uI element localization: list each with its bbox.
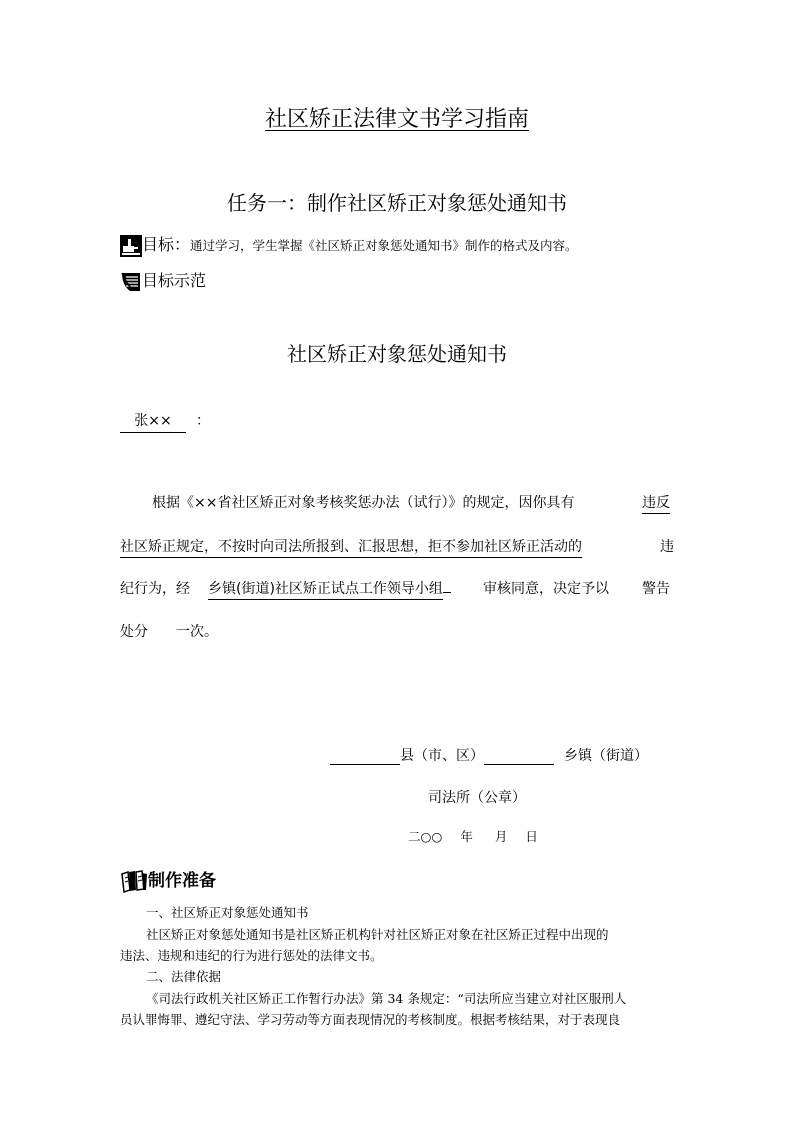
prep-section-2-para-line-2: 员认罪悔罪、遵纪守法、学习劳动等方面表现情况的考核制度。根据考核结果，对于表现良 xyxy=(120,1012,621,1027)
count-text: 一次。 xyxy=(176,624,218,640)
page-curl-icon xyxy=(120,271,142,293)
prep-heading: 制作准备 xyxy=(148,871,216,891)
penalty-count xyxy=(176,621,218,641)
signature-date xyxy=(408,827,538,845)
notice-text: 违 xyxy=(660,539,674,555)
recipient-colon: ： xyxy=(196,413,210,429)
notice-title: 社区矫正对象惩处通知书 xyxy=(287,342,507,366)
pointing-hand-icon xyxy=(120,235,142,257)
date-month: 月 xyxy=(494,829,508,844)
prep-section-1-para-line-1: 社区矫正对象惩处通知书是社区矫正机构针对社区矫正对象在社区矫正过程中出现的 xyxy=(146,927,609,942)
prep-heading-line xyxy=(120,866,216,894)
town-blank xyxy=(484,748,554,765)
notice-body-line-1 xyxy=(152,492,574,512)
date-year: 年 xyxy=(460,829,473,844)
county-blank xyxy=(330,748,400,765)
notice-body-line-3-mid xyxy=(483,578,609,598)
notice-body-line-2 xyxy=(120,536,582,556)
notice-body-line-3 xyxy=(120,578,190,598)
date-day: 日 xyxy=(525,829,538,844)
date-year-prefix: 二○○ xyxy=(408,829,443,844)
violation-part-1 xyxy=(642,492,670,512)
signature-county-line xyxy=(330,745,648,765)
prep-section-2-para-line-1: 《司法行政机关社区矫正工作暂行办法》第 34 条规定：“司法所应当建立对社区服刑人 xyxy=(146,991,627,1006)
books-icon xyxy=(120,868,148,894)
demo-label: 目标示范 xyxy=(142,271,207,290)
demo-line xyxy=(120,268,206,293)
main-title-text: 社区矫正法律文书学习指南 xyxy=(264,107,529,132)
approver xyxy=(208,578,451,598)
penalty-part-2 xyxy=(120,621,148,641)
notice-body-line-2-end xyxy=(660,536,674,556)
penalty-text: 处分 xyxy=(120,624,148,640)
violation-text: 违反 xyxy=(642,495,670,514)
notice-text: 纪行为，经 xyxy=(120,581,190,597)
notice-text: 审核同意，决定予以 xyxy=(483,581,609,597)
penalty-text: 警告 xyxy=(642,581,670,597)
main-title xyxy=(0,102,794,133)
signature-office: 司法所（公章） xyxy=(428,790,526,806)
prep-section-2-title: 二、法律依据 xyxy=(146,969,222,984)
prep-section-1-title: 一、社区矫正对象惩处通知书 xyxy=(146,905,309,920)
goal-text: 通过学习，学生掌握《社区矫正对象惩处通知书》制作的格式及内容。 xyxy=(190,238,578,253)
notice-text: 根据《××省社区矫正对象考核奖惩办法（试行）》的规定，因你具有 xyxy=(152,495,575,511)
goal-label: 目标： xyxy=(142,235,191,254)
county-label: 县（市、区） xyxy=(400,748,484,764)
prep-section-1-para-line-2: 违法、违规和违纪的行为进行惩处的法律文书。 xyxy=(120,948,383,963)
goal-line xyxy=(120,232,578,257)
task-title: 任务一：制作社区矫正对象惩处通知书 xyxy=(227,191,567,215)
recipient-line xyxy=(120,410,210,433)
approver-text: 乡镇(街道)社区矫正试点工作领导小组 xyxy=(208,581,443,600)
recipient-name: 张×× xyxy=(120,410,186,433)
penalty-part-1 xyxy=(642,578,670,598)
violation-text: 社区矫正规定，不按时向司法所报到、汇报思想，拒不参加社区矫正活动的 xyxy=(120,539,582,558)
town-label: 乡镇（街道） xyxy=(564,748,648,764)
